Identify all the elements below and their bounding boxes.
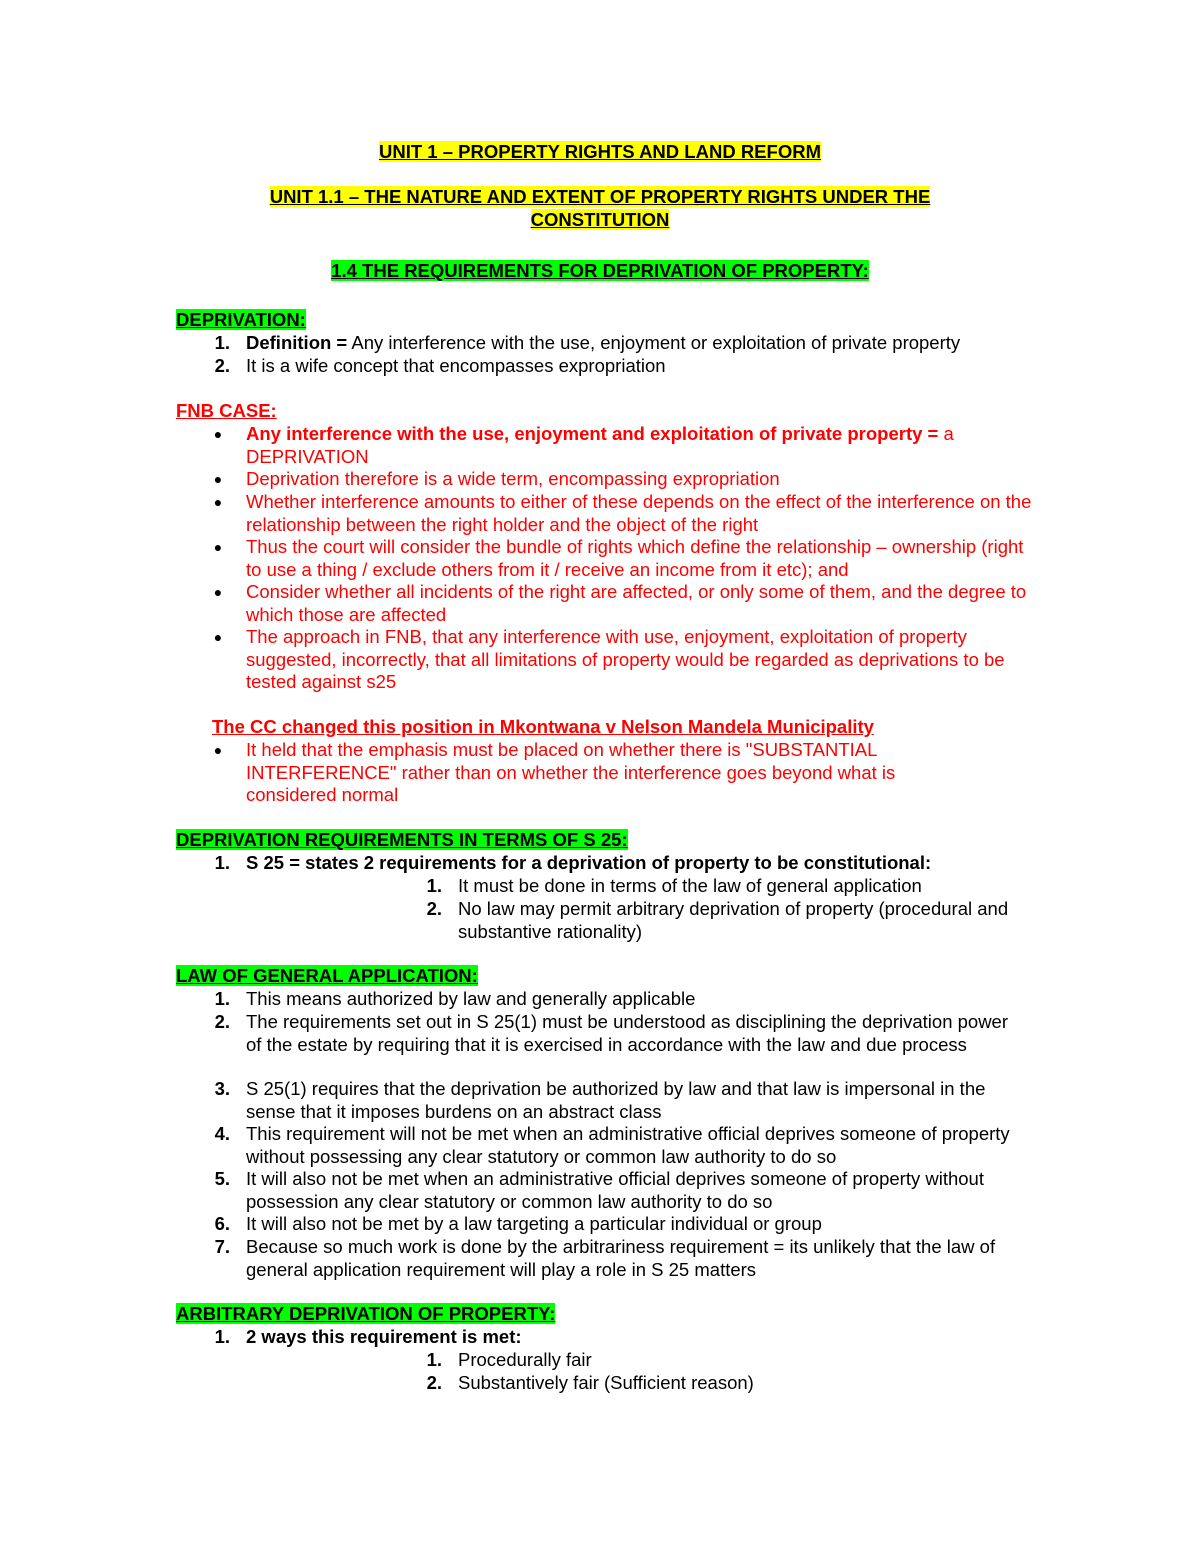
deprivation-heading: DEPRIVATION: — [176, 309, 306, 330]
mkontwana-heading: The CC changed this position in Mkontwana v Nelson Mandela Municipality — [212, 716, 874, 737]
unit-subtitle: UNIT 1.1 – THE NATURE AND EXTENT OF PROPERTY RIGHTS UNDER THE CONSTITUTION — [269, 186, 931, 230]
document-page: UNIT 1 – PROPERTY RIGHTS AND LAND REFORM UNIT 1.1 – THE NATURE AND EXTENT OF PROPERTY RIGHTS UNDER THE CONSTITUTION 1.4 THE REQUIREMENTS FOR DEPRIVATION OF PROPERTY: DEPRIVATION: 1. Definition = Any interference with the use, enjoyment or exploitation of private property 2. It is a wife concept that encompasses expropriation FNB CASE: ● Any interference with the use, enjoyment and exploitation of private property = a DEPRIVATION ● Deprivation therefore is a wide term, encompassing expropriation ● Whether interference amounts to either of these depends on the effect of the interference on the relationship between the right holder and the object of the right ● Thus the court will consider the bundle of rights which define the relationship – ownership (right to use a thing / exclude others from it / receive an income from it etc); and ● Consider whether all incidents of the right are affected, or only some of them, and the degree to which those are affected ● The approach in FNB, that any interference with use, enjoyment, exploitation of property suggested, incorrectly, that all limitations of property would be regarded as deprivations to be tested against s25 The CC changed this position in Mkontwana v Nelson Mandela Municipality ● It held that the emphasis must be placed on whether there is "SUBSTANTIAL INTERFERENCE" rather than on whether the interference goes beyond what is considered normal DEPRIVATION REQUIREMENTS IN TERMS OF S 25: 1. S 25 = states 2 requirements for a deprivation of property to be constitutional: 1. It must be done in terms of the law of general application 2. No law may permit arbitrary deprivation of property (procedural and substantive rationality) LAW OF GENERAL APPLICATION: 1. This means authorized by law and generally applicable 2. The requirements set out in S 25(1) must be understood as disciplining the deprivation power of the estate by requiring that it is exercised in accordance with the law and due process 3. S 25(1) requires that the deprivation be authorized by law and that law is impersonal in the sense that it imposes burdens on an abstract class 4. This requirement will not be met when an administrative official deprives someone of property without possessing any clear statutory or common law authority to do so 5. It will also not be met when an administrative official deprives someone of property without possession any clear statutory or common law authority to do so 6. It will also not be met by a law targeting a particular individual or group 7. Because so much work is done by the arbitrariness requirement = its unlikely that the law of general application requirement will play a role in S 25 matters ARBITRARY DEPRIVATION OF PROPERTY: 1. 2 ways this requirement is met: 1. Procedurally fair 2. Substantively fair (Sufficient reason) — [0, 0, 1200, 1553]
section-title: 1.4 THE REQUIREMENTS FOR DEPRIVATION OF PROPERTY: — [331, 260, 869, 281]
document-title: UNIT 1 – PROPERTY RIGHTS AND LAND REFORM — [379, 141, 821, 162]
s25-heading: DEPRIVATION REQUIREMENTS IN TERMS OF S 25: — [176, 829, 628, 850]
fnb-heading: FNB CASE: — [176, 400, 277, 421]
law-heading: LAW OF GENERAL APPLICATION: — [176, 965, 478, 986]
arbitrary-heading: ARBITRARY DEPRIVATION OF PROPERTY: — [176, 1303, 556, 1324]
